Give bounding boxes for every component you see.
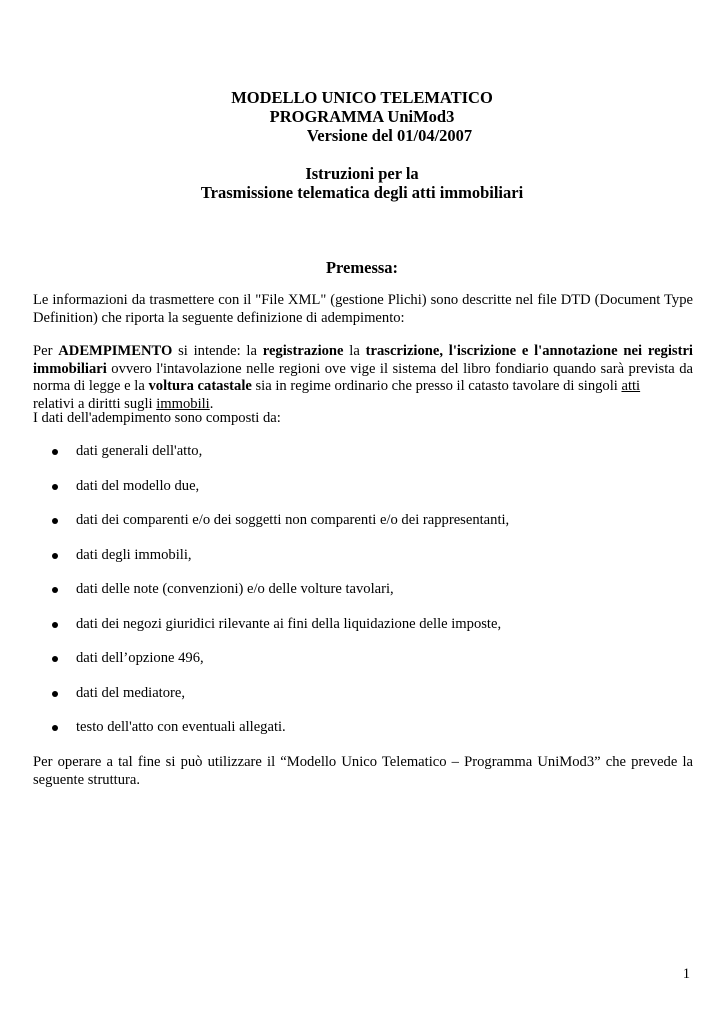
bullet-icon bbox=[52, 518, 58, 524]
document-subtitle-line-2: Trasmissione telematica degli atti immobiliari bbox=[200, 183, 524, 202]
list-item bbox=[52, 443, 692, 478]
list-item-text: dati del modello due, bbox=[76, 477, 200, 494]
bullet-icon bbox=[52, 484, 58, 490]
bullet-icon bbox=[52, 553, 58, 559]
list-item-text: dati dei negozi giuridici rilevante ai fini della liquidazione delle imposte, bbox=[76, 615, 502, 632]
definition-text: Per bbox=[33, 343, 59, 359]
closing-paragraph: Per operare a tal fine si può utilizzare il “Modello Unico Telematico – Programma UniMod3” che prevede la seguente struttura. bbox=[33, 754, 693, 788]
definition-bold-term: registrazione bbox=[262, 343, 344, 359]
intro-paragraph: Le informazioni da trasmettere con il "File XML" (gestione Plichi) sono descritte nel file DTD (Document Type Definition) che riporta la seguente definizione di adempimento: bbox=[33, 292, 693, 326]
document-subtitle-line-1: Istruzioni per la bbox=[305, 164, 419, 183]
document-version: Versione del 01/04/2007 bbox=[306, 126, 473, 145]
list-item-text: dati delle note (convenzioni) e/o delle volture tavolari, bbox=[76, 581, 394, 597]
section-title: Premessa: bbox=[325, 258, 399, 277]
adempimento-data-list bbox=[52, 443, 692, 754]
document-title-line-2: PROGRAMMA UniMod3 bbox=[269, 107, 455, 126]
bullet-icon bbox=[52, 449, 58, 455]
list-item-text: dati del mediatore, bbox=[76, 684, 186, 701]
definition-text: ovvero l'intavolazione nelle regioni ove vige il sistema del libro fondiario quando sarà prevista da norma di legge e la bbox=[33, 360, 693, 394]
list-item bbox=[52, 719, 692, 754]
list-item bbox=[52, 478, 692, 513]
list-item bbox=[52, 547, 692, 582]
list-item-text: dati dell’opzione 496, bbox=[76, 650, 204, 666]
definition-text: si intende: la bbox=[172, 343, 263, 359]
definition-text: relativi a diritti sugli bbox=[33, 395, 157, 412]
definition-paragraph bbox=[33, 343, 693, 413]
list-item-text: dati generali dell'atto, bbox=[76, 443, 203, 459]
list-item bbox=[52, 685, 692, 720]
definition-text: . bbox=[209, 395, 214, 412]
bullet-icon bbox=[52, 622, 58, 628]
bullet-icon bbox=[52, 656, 58, 662]
definition-text: sia in regime ordinario che presso il catasto tavolare di singoli bbox=[251, 378, 622, 394]
list-item bbox=[52, 581, 692, 616]
bullets-lead: I dati dell'adempimento sono composti da: bbox=[33, 410, 281, 426]
bullet-icon bbox=[52, 725, 58, 731]
bullet-icon bbox=[52, 587, 58, 593]
definition-underlined-term: immobili bbox=[156, 395, 210, 412]
definition-text: la bbox=[343, 343, 366, 359]
list-item bbox=[52, 650, 692, 685]
list-item-text: dati dei comparenti e/o dei soggetti non comparenti e/o dei rappresentanti, bbox=[76, 512, 510, 528]
definition-bold-term: ADEMPIMENTO bbox=[58, 343, 173, 359]
document-title-line-1: MODELLO UNICO TELEMATICO bbox=[231, 88, 493, 107]
list-item bbox=[52, 616, 692, 651]
list-item-text: dati degli immobili, bbox=[76, 546, 192, 563]
page-number: 1 bbox=[682, 966, 690, 982]
bullet-icon bbox=[52, 691, 58, 697]
list-item bbox=[52, 512, 692, 547]
definition-bold-term: trascrizione, l'iscrizione e l'annotazione nei registri immobiliari bbox=[33, 343, 693, 377]
definition-bold-term: voltura catastale bbox=[148, 378, 252, 394]
definition-underlined-term: atti bbox=[621, 378, 641, 394]
list-item-text: testo dell'atto con eventuali allegati. bbox=[76, 719, 286, 735]
